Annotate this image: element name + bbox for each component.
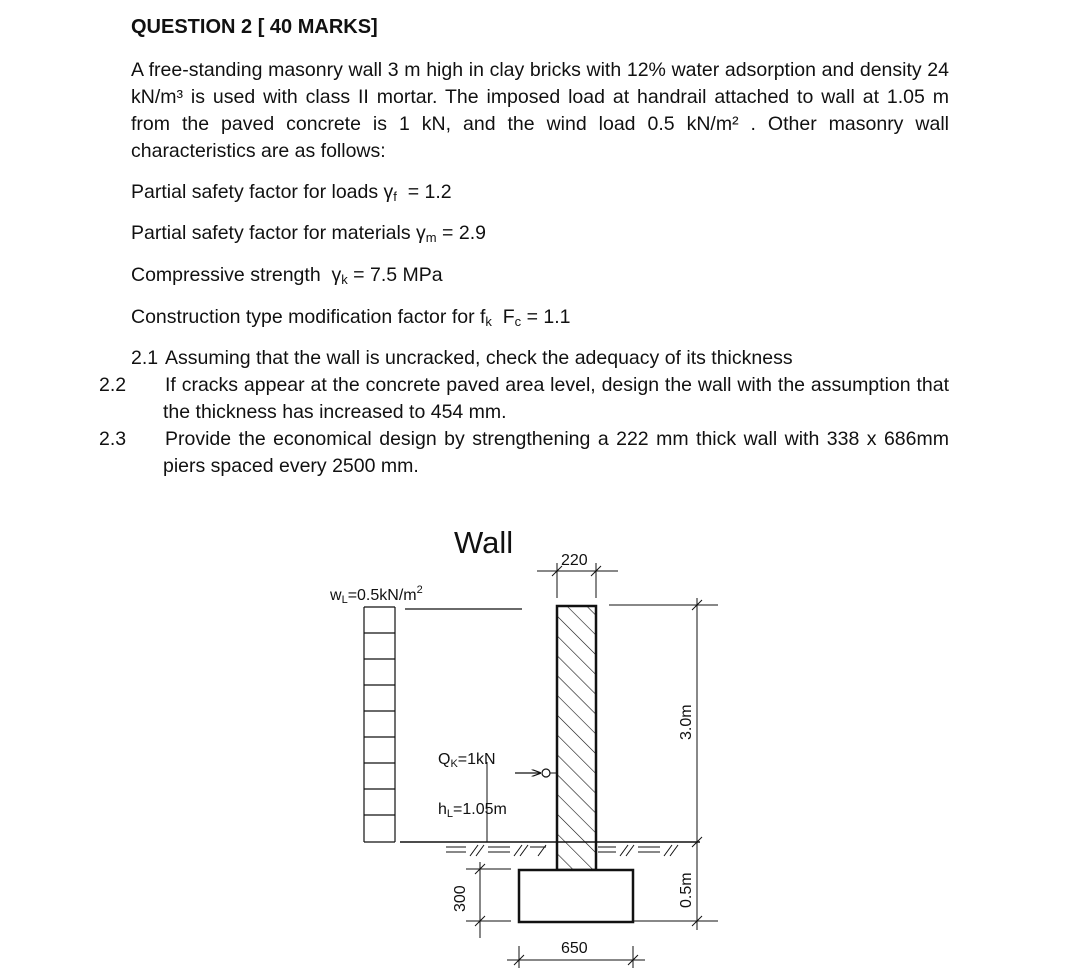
question-title: QUESTION 2 [ 40 MARKS] [131,16,378,38]
handrail-point [542,769,550,777]
thickness-label: 220 [561,552,588,569]
below-ground-label: 0.5m [678,872,695,908]
characteristic-label: Partial safety factor for materials [131,222,417,244]
handrail-height-label: hL=1.05m [438,801,507,820]
wind-load-arrows [364,607,395,842]
figure-title: Wall [454,525,514,560]
characteristic-value: F [491,306,515,328]
subscript: k [485,314,492,329]
symbol: γ [416,222,426,244]
task-number: 2.3 [99,428,127,450]
question-paragraph: A free-standing masonry wall 3 m high in clay bricks with 12% water adsorption and density 24 kN/m³ is used with class II mortar. The imposed load at handrail attached to wall at 1.05 m from the paved concrete is 1 kN, and the wind load 0.5 kN/m² . Other masonry wall characteristics are as follows: [131,59,949,162]
task-number: 2.2 [99,374,127,396]
height-label: 3.0m [678,704,695,740]
characteristic-value: = 7.5 MPa [347,264,443,286]
task-text: Provide the economical design by strengthening a 222 mm thick wall with 338 x 686mm piers spaced every 2500 mm. [163,428,949,477]
characteristic-label: Compressive strength [131,264,332,286]
footing-depth-label: 300 [452,885,469,912]
characteristic-value: = 2.9 [436,222,486,244]
symbol: γ [331,264,342,286]
wall-section [557,606,596,870]
subscript: k [341,272,348,287]
characteristic-value-2: = 1.1 [521,306,571,328]
imposed-load-label: QK=1kN [438,751,496,770]
characteristic-label: Partial safety factor for loads [131,181,384,203]
task-text: Assuming that the wall is uncracked, check the adequacy of its thickness [165,347,793,369]
footing-width-label: 650 [561,940,588,957]
symbol: γ [383,181,394,203]
footing-depth-dimension [466,862,511,938]
task-number: 2.1 [131,347,159,369]
subscript: c [514,314,522,329]
subscript: m [425,230,437,245]
task-text: If cracks appear at the concrete paved area level, design the wall with the assumption that the thickness has increased to 454 mm. [163,374,949,423]
characteristic-value: = 1.2 [396,181,452,203]
wind-load-label: $wL=0.5kN/m^2$ [330,584,423,606]
characteristic-label: Construction type modification factor for f [131,306,486,328]
subscript: f [393,189,397,204]
footing [519,870,633,922]
